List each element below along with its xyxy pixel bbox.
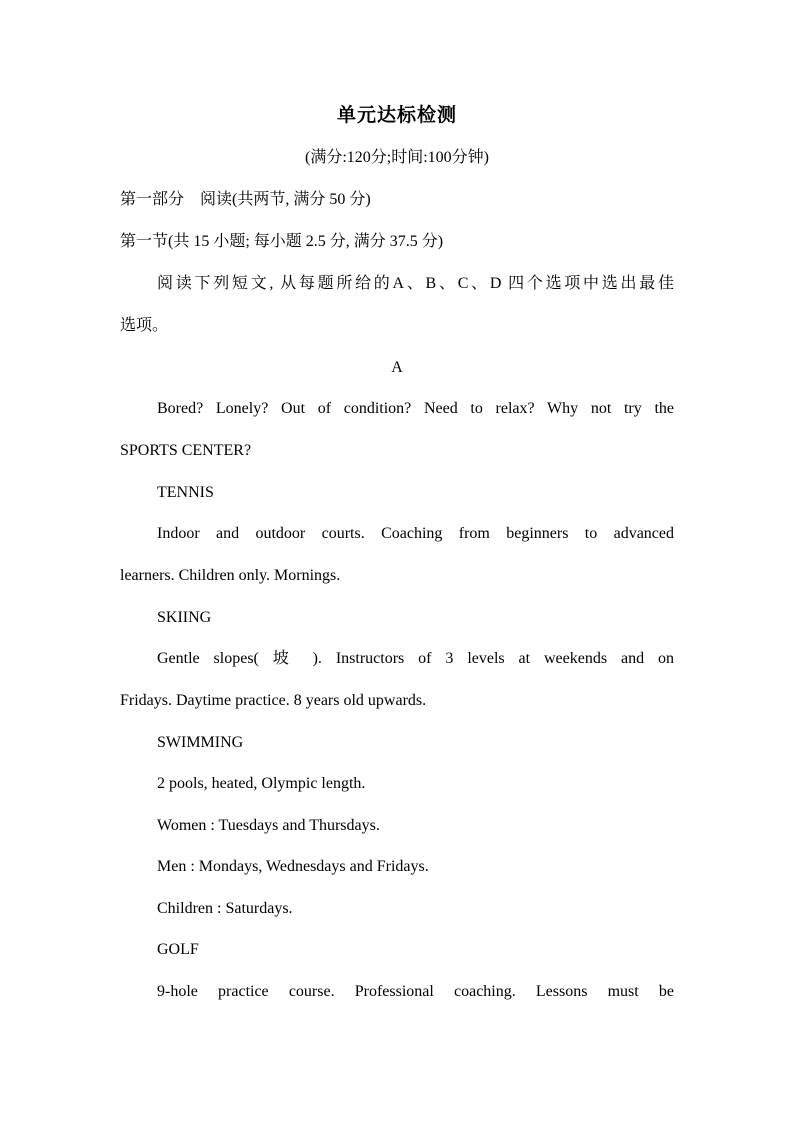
intro-line-2: SPORTS CENTER? [120,442,252,459]
section-heading: 第一节(共 15 小题; 每小题 2.5 分, 满分 37.5 分) [120,233,444,250]
swimming-heading: SWIMMING [157,734,244,751]
skiing-line-2: Fridays. Daytime practice. 8 years old upwards. [120,692,427,709]
golf-line-1: 9-hole practice course. Professional coaching. Lessons must be [157,983,674,1000]
instruction-line-1: 阅读下列短文, 从每题所给的A、B、C、D 四个选项中选出最佳 [157,275,674,292]
instruction-line-2: 选项。 [120,317,169,334]
tennis-heading: TENNIS [157,484,214,501]
swimming-children: Children : Saturdays. [157,900,293,917]
skiing-heading: SKIING [157,609,212,626]
tennis-line-2: learners. Children only. Mornings. [120,567,341,584]
exam-info: (满分:120分;时间:100分钟) [305,149,489,166]
passage-label: A [391,359,403,376]
part-heading: 第一部分 阅读(共两节, 满分 50 分) [120,191,371,208]
swimming-pools: 2 pools, heated, Olympic length. [157,775,366,792]
page-title: 单元达标检测 [336,105,457,126]
golf-heading: GOLF [157,941,199,958]
tennis-line-1: Indoor and outdoor courts. Coaching from beginners to advanced [157,525,674,542]
swimming-men: Men : Mondays, Wednesdays and Fridays. [157,858,429,875]
intro-line-1: Bored? Lonely? Out of condition? Need to relax? Why not try the [157,400,674,417]
skiing-line-1: Gentle slopes( 坡 ). Instructors of 3 levels at weekends and on [157,650,674,667]
swimming-women: Women : Tuesdays and Thursdays. [157,817,380,834]
